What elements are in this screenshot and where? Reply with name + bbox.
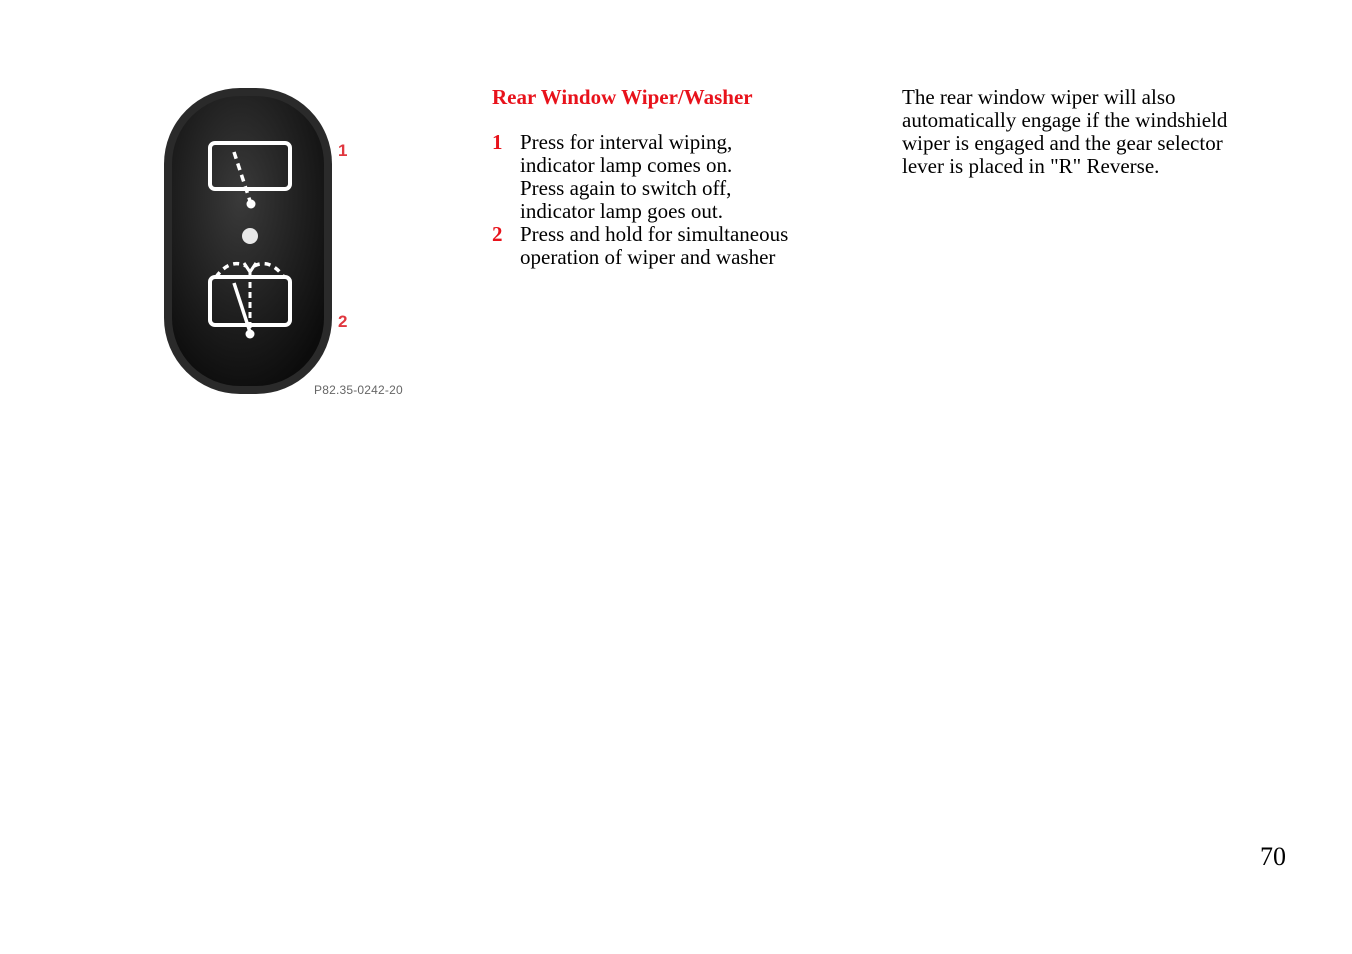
rear-wiper-switch-figure [140, 80, 430, 410]
step-text [520, 131, 732, 223]
step-line: Press and hold for simultaneous [520, 222, 789, 246]
step-line: operation of wiper and washer [520, 245, 776, 269]
instructions-column [492, 86, 852, 269]
step-line: indicator lamp goes out. [520, 199, 723, 223]
step-number: 1 [492, 130, 503, 154]
note-line: lever is placed in "R" Reverse. [902, 154, 1160, 178]
step-line: Press again to switch off, [520, 176, 732, 200]
indicator-lamp-icon [242, 228, 258, 244]
note-line: The rear window wiper will also [902, 85, 1176, 109]
note-line: automatically engage if the windshield [902, 108, 1228, 132]
callout-1: 1 [338, 141, 348, 160]
section-title: Rear Window Wiper/Washer [492, 85, 753, 109]
rear-wiper-switch-illustration [140, 80, 430, 410]
step-number: 2 [492, 222, 503, 246]
step-2 [492, 223, 852, 269]
step-line: Press for interval wiping, [520, 130, 733, 154]
step-line: indicator lamp comes on. [520, 153, 733, 177]
callout-2: 2 [338, 312, 348, 331]
note-line: wiper is engaged and the gear selector [902, 131, 1223, 155]
page-number: 70 [1260, 842, 1286, 871]
step-1 [492, 131, 852, 223]
figure-code: P82.35-0242-20 [314, 383, 403, 397]
step-text [520, 223, 788, 269]
note-column [902, 86, 1282, 178]
